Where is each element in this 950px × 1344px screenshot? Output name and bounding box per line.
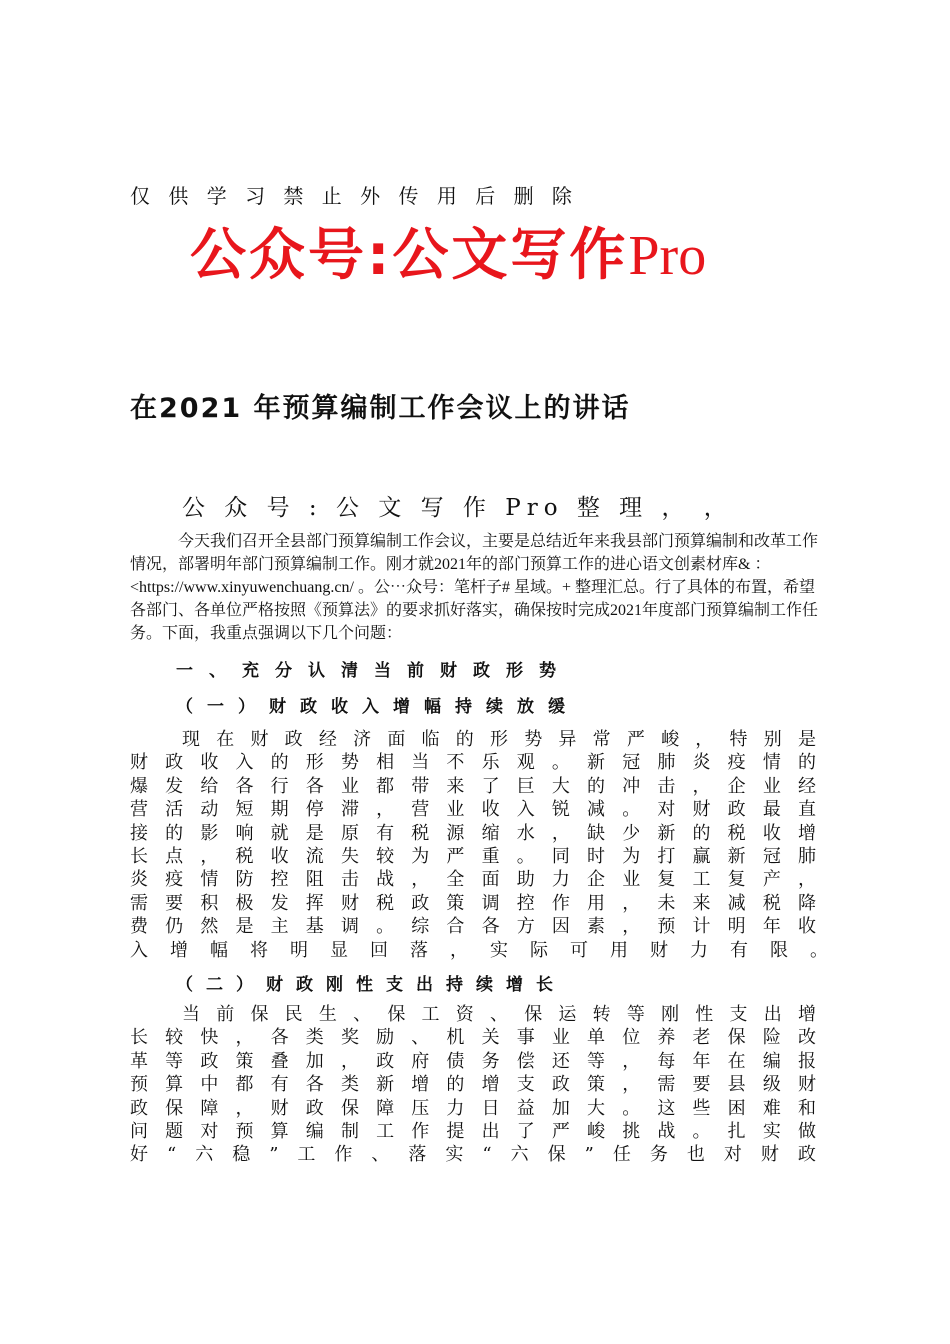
text-line: 问 题 对 预 算 编 制 工 作 提 出 了 严 峻 挑 战 。 扎 实 做 [130,1120,816,1142]
text-line: 现 在 财 政 经 济 面 临 的 形 势 异 常 严 峻 ， 特 别 是 [182,729,816,750]
brand-text: 公众号:公文写作 [190,223,629,288]
text-line: 营 活 动 短 期 停 滞 ， 营 业 收 入 锐 减 。 对 财 政 最 直 [130,799,816,821]
body-paragraph-1 [130,728,828,962]
text-line: 当 前 保 民 生 、 保 工 资 、 保 运 转 等 刚 性 支 出 增 [182,1004,816,1025]
text-line: 入 增 幅 将 明 显 回 落 ， 实 际 可 用 财 力 有 限 。 [130,939,828,961]
text-line: 费 仍 然 是 主 基 调 。 综 合 各 方 因 素 ， 预 计 明 年 收 [130,916,816,938]
subsection-heading-1: （一）财政收入增幅持续放缓 [176,697,579,717]
text-line: 预 算 中 都 有 各 类 新 增 的 增 支 政 策 ， 需 要 县 级 财 [130,1074,816,1096]
text-line: 爆 发 给 各 行 各 业 都 带 来 了 巨 大 的 冲 击 ， 企 业 经 [130,775,816,797]
text-line: 接 的 影 响 就 是 原 有 税 源 缩 水 ， 缺 少 新 的 税 收 增 [130,822,816,844]
document-subtitle: 公 众 号 : 公 文 写 作 Pro 整 理 ， ， [182,495,733,521]
usage-notice: 仅 供 学 习 禁 止 外 传 用 后 删 除 [130,184,578,208]
body-paragraph-2 [130,1003,816,1167]
brand-suffix: Pro [628,225,707,287]
intro-paragraph: 今天我们召开全县部门预算编制工作会议，主要是总结近年来我县部门预算编制和改革工作情况，部署明年部门预算编制工作。刚才就2021年的部门预算工作的进心语文创素材库& ：<https://www.xinyuwenchuang.cn/ 。公⋯众号：笔杆子# 星域。+ 整理汇总。行了具体的布置，希望各部门、各单位严格按照《预算法》的要求抓好落实，确保按时完成2021年度部门预算编制工作任务。下面，我重点强调以下几个问题： [130,533,819,642]
text-line: 炎 疫 情 防 控 阻 击 战 ， 全 面 助 力 企 业 复 工 复 产 ， [130,869,816,891]
text-line: 好 “ 六 稳 ” 工 作 、 落 实 “ 六 保 ” 任 务 也 对 财 政 [130,1144,816,1166]
brand-banner [190,223,707,288]
text-line: 革 等 政 策 叠 加 ， 政 府 债 务 偿 还 等 ， 每 年 在 编 报 [130,1050,816,1072]
subsection-heading-2: （二）财政刚性支出持续增长 [176,975,566,995]
text-line: 长 较 快 ， 各 类 奖 励 、 机 关 事 业 单 位 养 老 保 险 改 [130,1027,816,1049]
text-line: 财 政 收 入 的 形 势 相 当 不 乐 观 。 新 冠 肺 炎 疫 情 的 [130,752,816,774]
text-line: 需 要 积 极 发 挥 财 税 政 策 调 控 作 用 ， 未 来 减 税 降 [130,892,816,914]
document-title: 在2021 年预算编制工作会议上的讲话 [130,393,631,424]
text-line: 长 点 ， 税 收 流 失 较 为 严 重 。 同 时 为 打 赢 新 冠 肺 [130,845,816,867]
section-heading-1: 一、充分认清当前财政形势 [176,661,572,681]
text-line: 政 保 障 ， 财 政 保 障 压 力 日 益 加 大 。 这 些 困 难 和 [130,1097,816,1119]
